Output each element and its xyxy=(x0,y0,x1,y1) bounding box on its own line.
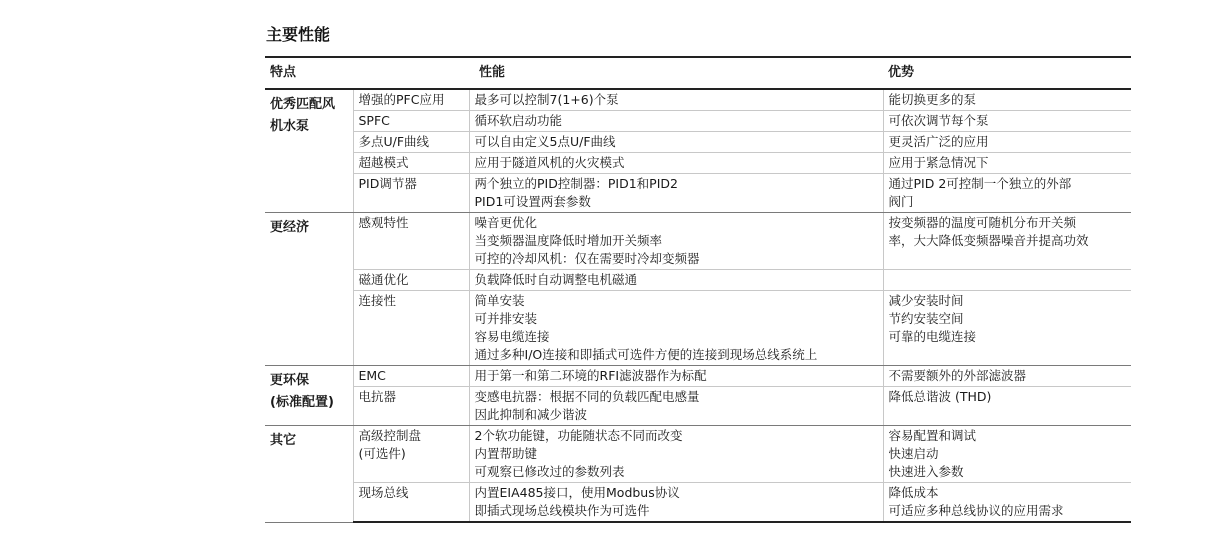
table-row xyxy=(265,387,1131,426)
table-row xyxy=(265,483,1131,523)
feature-text: (可选件) xyxy=(358,446,406,461)
advantage-text: 能切换更多的泵 xyxy=(888,92,977,107)
performance-cell xyxy=(469,483,883,523)
feature-cell xyxy=(353,366,469,387)
section-title: 主要性能 xyxy=(266,25,331,44)
feature-cell xyxy=(353,111,469,132)
category-label: 更经济 xyxy=(270,220,310,235)
performance-text: 因此抑制和减少谐波 xyxy=(474,407,588,422)
advantage-cell xyxy=(883,387,1131,426)
table-row xyxy=(265,132,1131,153)
advantage-text: 节约安装空间 xyxy=(888,311,964,326)
performance-text: PID1可设置两套参数 xyxy=(474,194,591,209)
category-cell xyxy=(265,213,353,366)
category-cell xyxy=(265,426,353,523)
performance-text: 容易电缆连接 xyxy=(474,329,550,344)
feature-text: 电抗器 xyxy=(358,389,397,404)
advantage-text: 减少安装时间 xyxy=(888,293,964,308)
performance-text: 可并排安装 xyxy=(474,311,538,326)
advantage-text: 阀门 xyxy=(888,194,914,209)
performance-text: 当变频器温度降低时增加开关频率 xyxy=(474,233,663,248)
feature-cell xyxy=(353,213,469,270)
performance-cell xyxy=(469,89,883,111)
category-label: 机水泵 xyxy=(270,119,310,134)
advantage-text: 快速进入参数 xyxy=(888,464,964,479)
performance-cell xyxy=(469,387,883,426)
table-row xyxy=(265,213,1131,270)
category-label: 更环保 xyxy=(270,373,310,388)
table-row xyxy=(265,174,1131,213)
feature-text: 超越模式 xyxy=(358,155,409,170)
table-row xyxy=(265,111,1131,132)
feature-text: PID调节器 xyxy=(358,176,417,191)
advantage-text: 应用于紧急情况下 xyxy=(888,155,989,170)
advantage-cell xyxy=(883,213,1131,270)
advantage-cell xyxy=(883,89,1131,111)
advantage-text: 快速启动 xyxy=(888,446,939,461)
advantage-text: 更灵活广泛的应用 xyxy=(888,134,989,149)
advantage-cell xyxy=(883,291,1131,366)
feature-cell xyxy=(353,387,469,426)
advantage-cell xyxy=(883,174,1131,213)
feature-cell xyxy=(353,483,469,523)
performance-text: 2个软功能键，功能随状态不同而改变 xyxy=(474,428,683,443)
feature-text: 多点U/F曲线 xyxy=(358,134,430,149)
table-row xyxy=(265,366,1131,387)
advantage-text: 容易配置和调试 xyxy=(888,428,977,443)
table-row xyxy=(265,89,1131,111)
performance-text: 即插式现场总线模块作为可选件 xyxy=(474,503,650,518)
performance-text: 最多可以控制7(1+6)个泵 xyxy=(474,92,619,107)
performance-text: 内置帮助键 xyxy=(474,446,538,461)
header-performance: 性能 xyxy=(469,57,883,89)
advantage-text: 通过PID 2可控制一个独立的外部 xyxy=(888,176,1072,191)
advantage-text: 不需要额外的外部滤波器 xyxy=(888,368,1027,383)
advantage-text: 可适应多种总线协议的应用需求 xyxy=(888,503,1064,518)
advantage-cell xyxy=(883,153,1131,174)
advantage-text: 可靠的电缆连接 xyxy=(888,329,977,344)
performance-text: 负载降低时自动调整电机磁通 xyxy=(474,272,638,287)
performance-text: 可以自由定义5点U/F曲线 xyxy=(474,134,616,149)
performance-cell xyxy=(469,270,883,291)
performance-cell xyxy=(469,132,883,153)
feature-text: 增强的PFC应用 xyxy=(358,92,445,107)
feature-cell xyxy=(353,426,469,483)
header-advantage: 优势 xyxy=(883,57,1131,89)
performance-text: 变感电抗器：根据不同的负载匹配电感量 xyxy=(474,389,700,404)
advantage-cell xyxy=(883,270,1131,291)
performance-cell xyxy=(469,366,883,387)
advantage-cell xyxy=(883,483,1131,523)
advantage-text: 降低总谐波 (THD) xyxy=(888,389,992,404)
table-row xyxy=(265,153,1131,174)
feature-cell xyxy=(353,132,469,153)
advantage-text: 可依次调节每个泵 xyxy=(888,113,989,128)
feature-text: 高级控制盘 xyxy=(358,428,422,443)
advantage-text: 率，大大降低变频器噪音并提高功效 xyxy=(888,233,1089,248)
category-label: 优秀匹配风 xyxy=(270,97,336,112)
performance-cell xyxy=(469,426,883,483)
feature-text: EMC xyxy=(358,368,386,383)
feature-text: 连接性 xyxy=(358,293,397,308)
performance-text: 内置EIA485接口，使用Modbus协议 xyxy=(474,485,680,500)
advantage-cell xyxy=(883,111,1131,132)
performance-text: 可控的冷却风机：仅在需要时冷却变频器 xyxy=(474,251,700,266)
performance-cell xyxy=(469,111,883,132)
feature-cell xyxy=(353,270,469,291)
performance-text: 循环软启动功能 xyxy=(474,113,563,128)
performance-text: 通过多种I/O连接和即插式可选件方便的连接到现场总线系统上 xyxy=(474,347,818,362)
table-body xyxy=(265,89,1131,522)
category-label: 其它 xyxy=(270,433,297,448)
feature-text: 感观特性 xyxy=(358,215,409,230)
performance-cell xyxy=(469,213,883,270)
performance-text: 噪音更优化 xyxy=(474,215,538,230)
category-label: (标准配置) xyxy=(270,395,334,410)
performance-cell xyxy=(469,153,883,174)
feature-text: 现场总线 xyxy=(358,485,409,500)
advantage-text: 降低成本 xyxy=(888,485,939,500)
feature-cell xyxy=(353,89,469,111)
advantage-cell xyxy=(883,366,1131,387)
table-row xyxy=(265,426,1131,483)
table-row xyxy=(265,270,1131,291)
performance-table xyxy=(265,56,1131,523)
advantage-cell xyxy=(883,132,1131,153)
feature-cell xyxy=(353,291,469,366)
table-row xyxy=(265,291,1131,366)
performance-text: 应用于隧道风机的火灾模式 xyxy=(474,155,625,170)
performance-text: 用于第一和第二环境的RFI滤波器作为标配 xyxy=(474,368,707,383)
feature-cell xyxy=(353,174,469,213)
category-cell xyxy=(265,89,353,213)
performance-text: 简单安装 xyxy=(474,293,525,308)
category-cell xyxy=(265,366,353,426)
advantage-text: 按变频器的温度可随机分布开关频 xyxy=(888,215,1077,230)
performance-text: 两个独立的PID控制器：PID1和PID2 xyxy=(474,176,678,191)
table-header-row xyxy=(265,57,1131,89)
performance-cell xyxy=(469,174,883,213)
feature-text: 磁通优化 xyxy=(358,272,409,287)
feature-text: SPFC xyxy=(358,113,390,128)
feature-cell xyxy=(353,153,469,174)
performance-text: 可观察已修改过的参数列表 xyxy=(474,464,625,479)
header-feature: 特点 xyxy=(265,57,469,89)
advantage-cell xyxy=(883,426,1131,483)
performance-cell xyxy=(469,291,883,366)
